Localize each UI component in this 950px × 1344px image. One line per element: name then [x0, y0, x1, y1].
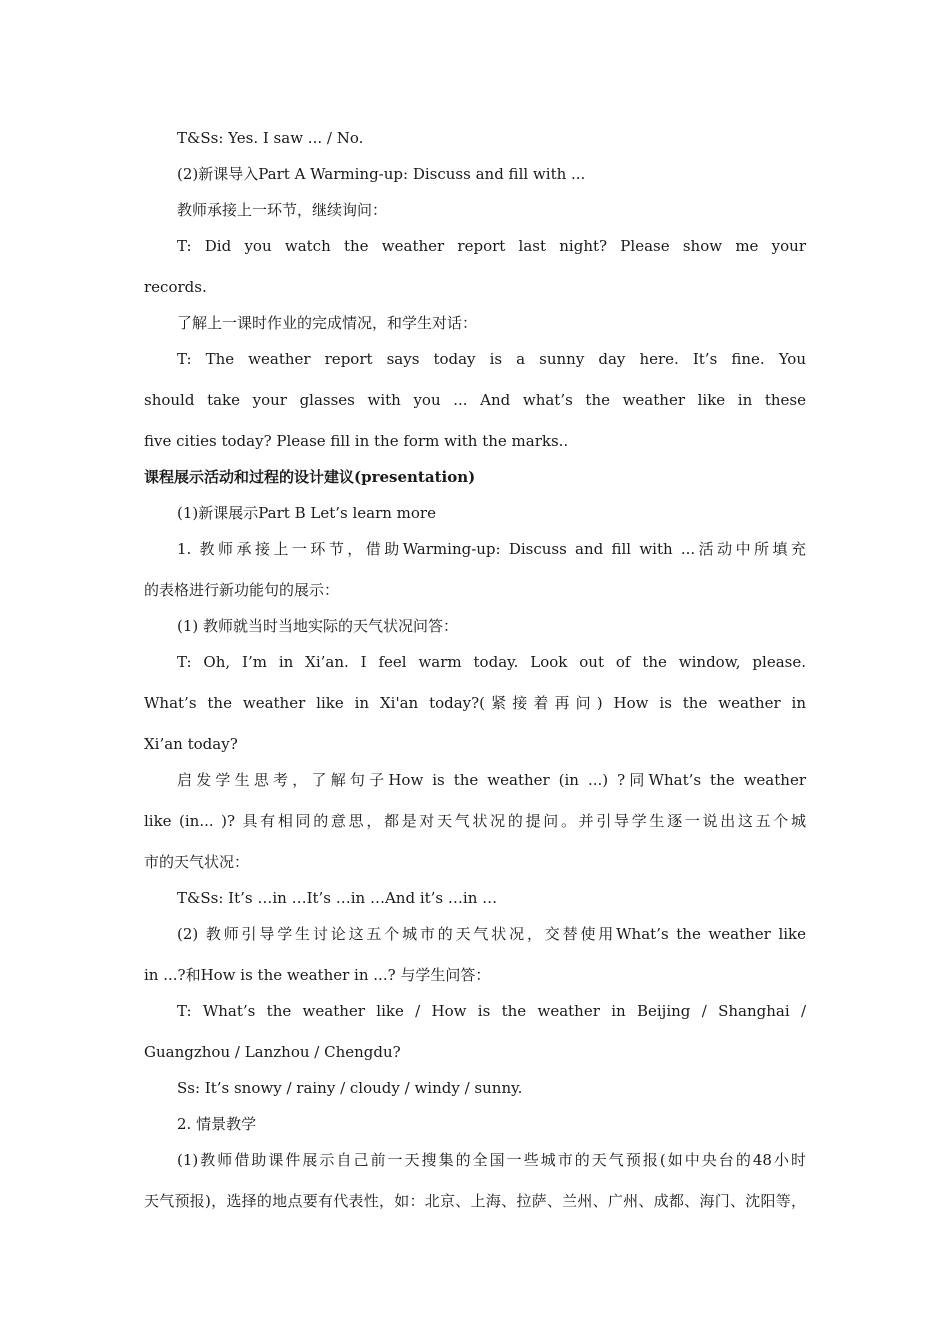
section-heading: 课程展示活动和过程的设计建议(presentation) — [144, 468, 476, 486]
paragraph-line: like (in... )? 具有相同的意思，都是对天气状况的提问。并引导学生逐一说出这五个城 — [144, 812, 806, 830]
dialogue-line: What’s the weather like in Xi'an today?(紧接着再问) How is the weather in — [144, 694, 806, 712]
paragraph-line: (2) 教师引导学生讨论这五个城市的天气状况，交替使用What’s the weather like — [177, 925, 806, 943]
dialogue-line: records. — [144, 278, 207, 296]
dialogue-line: T: The weather report says today is a sunny day here. It’s fine. You — [177, 350, 806, 368]
paragraph-line: 了解上一课时作业的完成情况，和学生对话： — [177, 314, 478, 332]
dialogue-line: Guangzhou / Lanzhou / Chengdu? — [144, 1043, 401, 1061]
paragraph-line: 教师承接上一环节，继续询问： — [177, 201, 388, 219]
dialogue-line: Ss: It’s snowy / rainy / cloudy / windy / sunny. — [177, 1079, 523, 1097]
step-heading: 2. 情景教学 — [177, 1115, 257, 1133]
paragraph-line: 启发学生思考，了解句子How is the weather (in ...) ?同What’s the weather — [177, 771, 806, 789]
step-heading: (1)新课展示Part B Let’s learn more — [177, 504, 436, 522]
paragraph-line: 市的天气状况： — [144, 853, 250, 871]
dialogue-line: should take your glasses with you ... And what’s the weather like in these — [144, 391, 806, 409]
paragraph-line: (1) 教师就当时当地实际的天气状况问答： — [177, 617, 459, 635]
paragraph-line: 天气预报)，选择的地点要有代表性，如：北京、上海、拉萨、兰州、广州、成都、海门、沈阳等， — [144, 1192, 806, 1210]
dialogue-line: T: Did you watch the weather report last night? Please show me your — [177, 237, 806, 255]
dialogue-line: T&Ss: It’s …in …It’s …in …And it’s …in … — [177, 889, 498, 907]
dialogue-line: T: Oh, I’m in Xi’an. I feel warm today. Look out of the window, please. — [177, 653, 806, 671]
paragraph-line: (1)教师借助课件展示自己前一天搜集的全国一些城市的天气预报(如中央台的48小时 — [177, 1151, 806, 1169]
dialogue-line: Xi’an today? — [144, 735, 238, 753]
dialogue-line: five cities today? Please fill in the form with the marks.. — [144, 432, 569, 450]
dialogue-line: T&Ss: Yes. I saw ... / No. — [177, 129, 364, 147]
paragraph-line: in ...?和How is the weather in ...? 与学生问答： — [144, 966, 491, 984]
paragraph-line: 的表格进行新功能句的展示： — [144, 581, 340, 599]
dialogue-line: T: What’s the weather like / How is the weather in Beijing / Shanghai / — [177, 1002, 806, 1020]
paragraph-line: 1. 教师承接上一环节，借助Warming-up: Discuss and fill with ...活动中所填充 — [177, 540, 806, 558]
step-heading: (2)新课导入Part A Warming-up: Discuss and fill with ... — [177, 165, 586, 183]
